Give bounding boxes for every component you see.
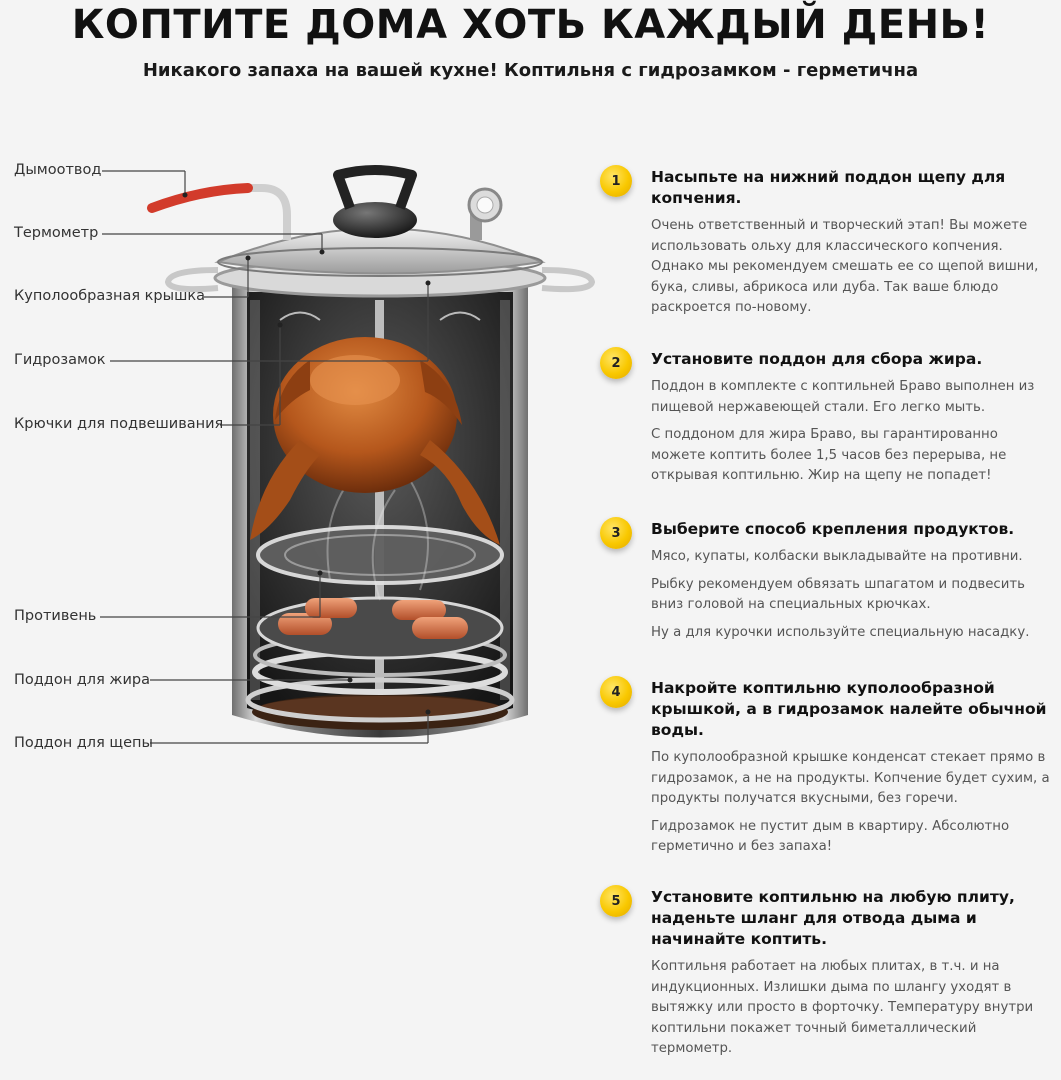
right-handle xyxy=(542,270,592,289)
step-paragraph: Очень ответственный и творческий этап! Вы можете использовать ольху для классического копчения. Однако мы рекомендуем смешать ее со щепой вишни, бука, сливы, абрикоса или дуба. Так ваше блюдо раскроется по-новому. xyxy=(651,218,1039,315)
step-paragraph: Рыбку рекомендуем обвязать шпагатом и подвесить вниз головой на специальных крючках. xyxy=(651,576,1025,612)
step-number-badge: 2 xyxy=(600,347,632,379)
step-paragraph: По куполообразной крышке конденсат стекает прямо в гидрозамок, а не на продукты. Копчение будет сухим, а продукты получатся вкусными, без горечи. xyxy=(651,750,1050,806)
page-title: КОПТИТЕ ДОМА ХОТЬ КАЖДЫЙ ДЕНЬ! xyxy=(71,2,990,48)
step-number-badge: 3 xyxy=(600,517,632,549)
step-title: Насыпьте на нижний поддон щепу для копчения. xyxy=(651,168,1006,207)
label-dome-lid: Куполообразная крышка xyxy=(14,288,205,304)
label-chip-tray: Поддон для щепы xyxy=(14,735,153,751)
lid-knob xyxy=(333,170,417,238)
step-title: Выберите способ крепления продуктов. xyxy=(651,520,1015,538)
page-subtitle: Никакого запаха на вашей кухне! Коптильня с гидрозамком - герметична xyxy=(142,60,919,81)
step-paragraph: С поддоном для жира Браво, вы гарантированно можете коптить более 1,5 часов без перерыва, не открывая коптильню. Жир на щепу не попадет! xyxy=(651,427,1007,483)
label-tray: Противень xyxy=(14,608,97,624)
wood-chips xyxy=(252,694,508,730)
label-grease-tray: Поддон для жира xyxy=(14,672,150,688)
label-smoke-outlet: Дымоотвод xyxy=(14,162,102,178)
step-title: Накройте коптильню куполообразной крышкой, а в гидрозамок налейте обычной воды. xyxy=(651,679,1047,739)
step-paragraph: Гидрозамок не пустит дым в квартиру. Абсолютно герметично и без запаха! xyxy=(651,818,1010,854)
step-paragraph: Поддон в комплекте с коптильней Браво выполнен из пищевой нержавеющей стали. Его легко мыть. xyxy=(651,379,1035,415)
label-thermometer: Термометр xyxy=(14,225,99,241)
step-paragraph: Коптильня работает на любых плитах, в т.ч. и на индукционных. Излишки дыма по шлангу уходят в вытяжку или просто в форточку. Температуру внутри коптильни покажет точный биметаллический термометр. xyxy=(651,959,1034,1056)
step-4 xyxy=(600,678,1050,858)
step-paragraph: Мясо, купаты, колбаски выкладывайте на противни. xyxy=(651,549,1023,564)
step-3 xyxy=(600,519,1050,643)
step-title: Установите поддон для сбора жира. xyxy=(651,350,983,368)
step-1 xyxy=(600,167,1050,319)
label-water-lock: Гидрозамок xyxy=(14,352,106,368)
step-number-badge: 4 xyxy=(600,676,632,708)
step-number-badge: 5 xyxy=(600,885,632,917)
step-2 xyxy=(600,349,1050,487)
step-title: Установите коптильню на любую плиту, наденьте шланг для отвода дыма и начинайте коптить. xyxy=(651,888,1015,948)
label-hooks: Крючки для подвешивания xyxy=(14,416,224,432)
thermometer xyxy=(469,189,501,240)
smoke-outlet xyxy=(152,188,287,240)
step-number-badge: 1 xyxy=(600,165,632,197)
step-5 xyxy=(600,887,1050,1060)
step-paragraph: Ну а для курочки используйте специальную насадку. xyxy=(651,624,1030,640)
left-handle xyxy=(168,270,218,289)
